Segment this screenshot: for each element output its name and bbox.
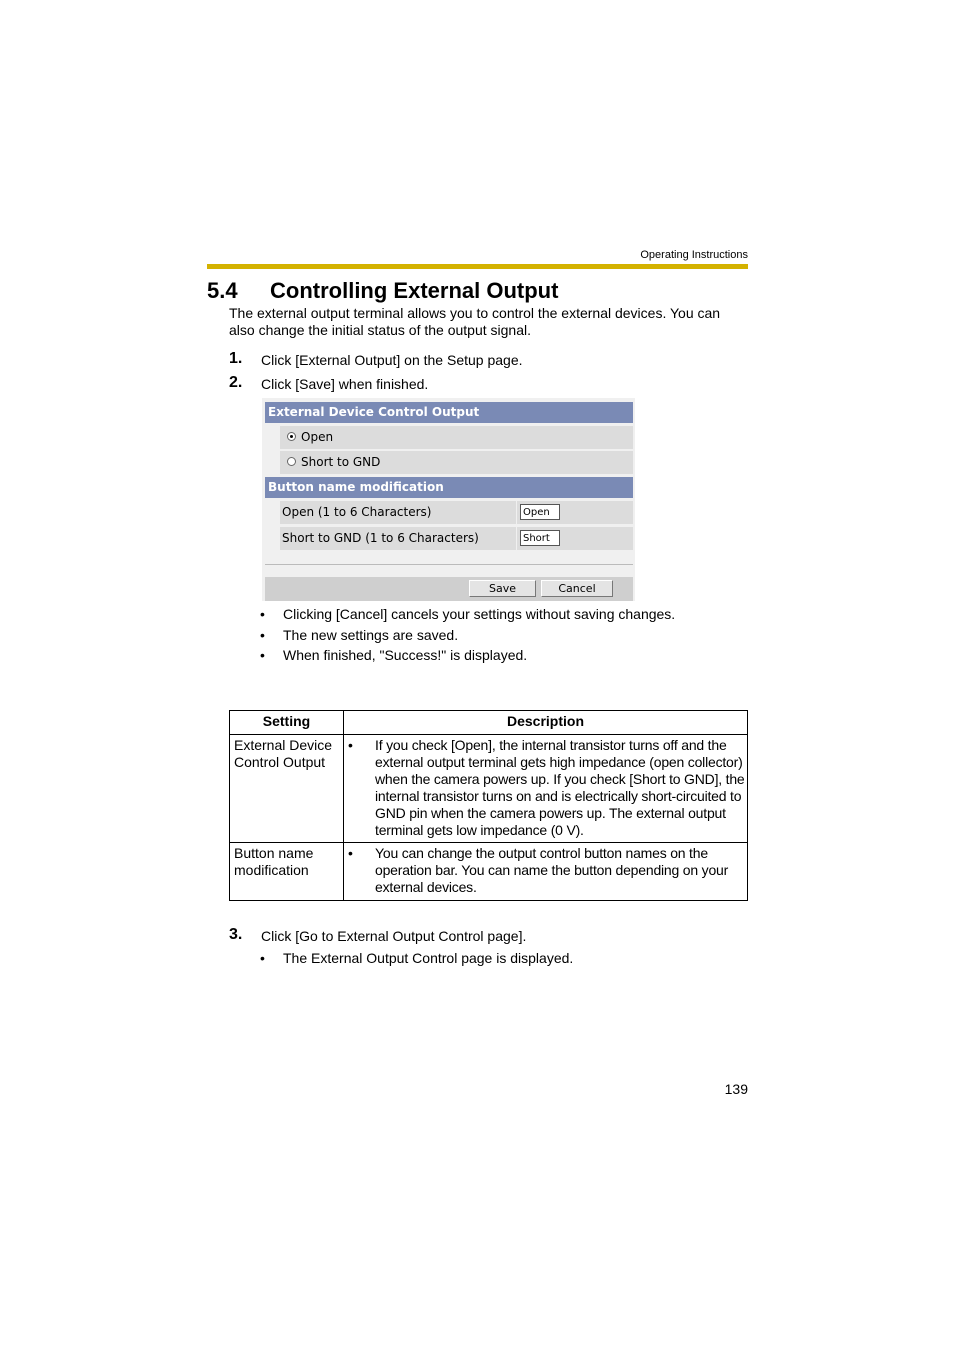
table-cell-description bbox=[343, 842, 748, 901]
save-button[interactable]: Save bbox=[469, 580, 536, 597]
running-header: Operating Instructions bbox=[640, 249, 748, 261]
section-number: 5.4 bbox=[207, 278, 238, 303]
field-open-label: Open (1 to 6 Characters) bbox=[280, 501, 516, 524]
bullet-text: Clicking [Cancel] cancels your settings without saving changes. bbox=[283, 606, 676, 622]
bullet: • bbox=[260, 950, 265, 966]
field-short-cell bbox=[517, 527, 633, 550]
header-rule bbox=[207, 264, 748, 269]
cancel-button[interactable]: Cancel bbox=[541, 580, 613, 597]
section-bar-button-name: Button name modification bbox=[265, 477, 633, 498]
bullet: • bbox=[348, 737, 353, 753]
radio-row-open[interactable] bbox=[280, 426, 633, 449]
page-number: 139 bbox=[724, 1081, 748, 1097]
description-text: You can change the output control button names on the operation bar. You can name the button depending on your external devices. bbox=[375, 845, 729, 895]
radio-short-label: Short to GND bbox=[301, 455, 381, 469]
bullet: • bbox=[260, 627, 265, 643]
bullet: • bbox=[260, 647, 265, 663]
step-number: 1. bbox=[229, 350, 243, 367]
radio-open-label: Open bbox=[301, 430, 334, 444]
description-text: If you check [Open], the internal transistor turns off and the external output terminal gets high impedance (open collector) when the camera powers up. If you check [Short to GND], the internal transistor turns on and is electrically short-circuited to GND pin when the camera powers up. The external output terminal gets low impedance (0 V). bbox=[375, 737, 745, 838]
open-name-input[interactable]: Open bbox=[520, 504, 560, 520]
radio-open-icon[interactable] bbox=[287, 432, 296, 441]
table-header-setting: Setting bbox=[229, 710, 344, 735]
section-title: Controlling External Output bbox=[270, 278, 559, 303]
section-bar-external-device: External Device Control Output bbox=[265, 402, 633, 423]
settings-table bbox=[229, 710, 748, 901]
bullet-text: When finished, "Success!" is displayed. bbox=[283, 647, 528, 663]
field-open-cell bbox=[517, 501, 633, 524]
table-cell-setting: External Device Control Output bbox=[229, 734, 344, 843]
button-bar bbox=[265, 577, 633, 601]
step-number: 3. bbox=[229, 926, 243, 943]
table-cell-description bbox=[343, 734, 748, 843]
radio-short-icon[interactable] bbox=[287, 457, 296, 466]
short-name-input[interactable]: Short bbox=[520, 530, 560, 546]
table-header-description: Description bbox=[343, 710, 748, 735]
bullet-text: The External Output Control page is displayed. bbox=[283, 950, 574, 966]
step-text: Click [External Output] on the Setup page. bbox=[261, 352, 523, 368]
step-text: Click [Save] when finished. bbox=[261, 376, 429, 392]
bullet: • bbox=[260, 606, 265, 622]
divider bbox=[265, 564, 633, 565]
bullet: • bbox=[348, 845, 353, 861]
bullet-text: The new settings are saved. bbox=[283, 627, 459, 643]
step-number: 2. bbox=[229, 374, 243, 391]
step-text: Click [Go to External Output Control page]. bbox=[261, 928, 527, 944]
intro-paragraph: The external output terminal allows you to control the external devices. You can also change the initial status of the output signal. bbox=[229, 305, 721, 338]
radio-row-short[interactable] bbox=[280, 451, 633, 474]
field-short-label: Short to GND (1 to 6 Characters) bbox=[280, 527, 516, 550]
settings-screenshot bbox=[262, 398, 635, 601]
table-cell-setting: Button name modification bbox=[229, 842, 344, 901]
